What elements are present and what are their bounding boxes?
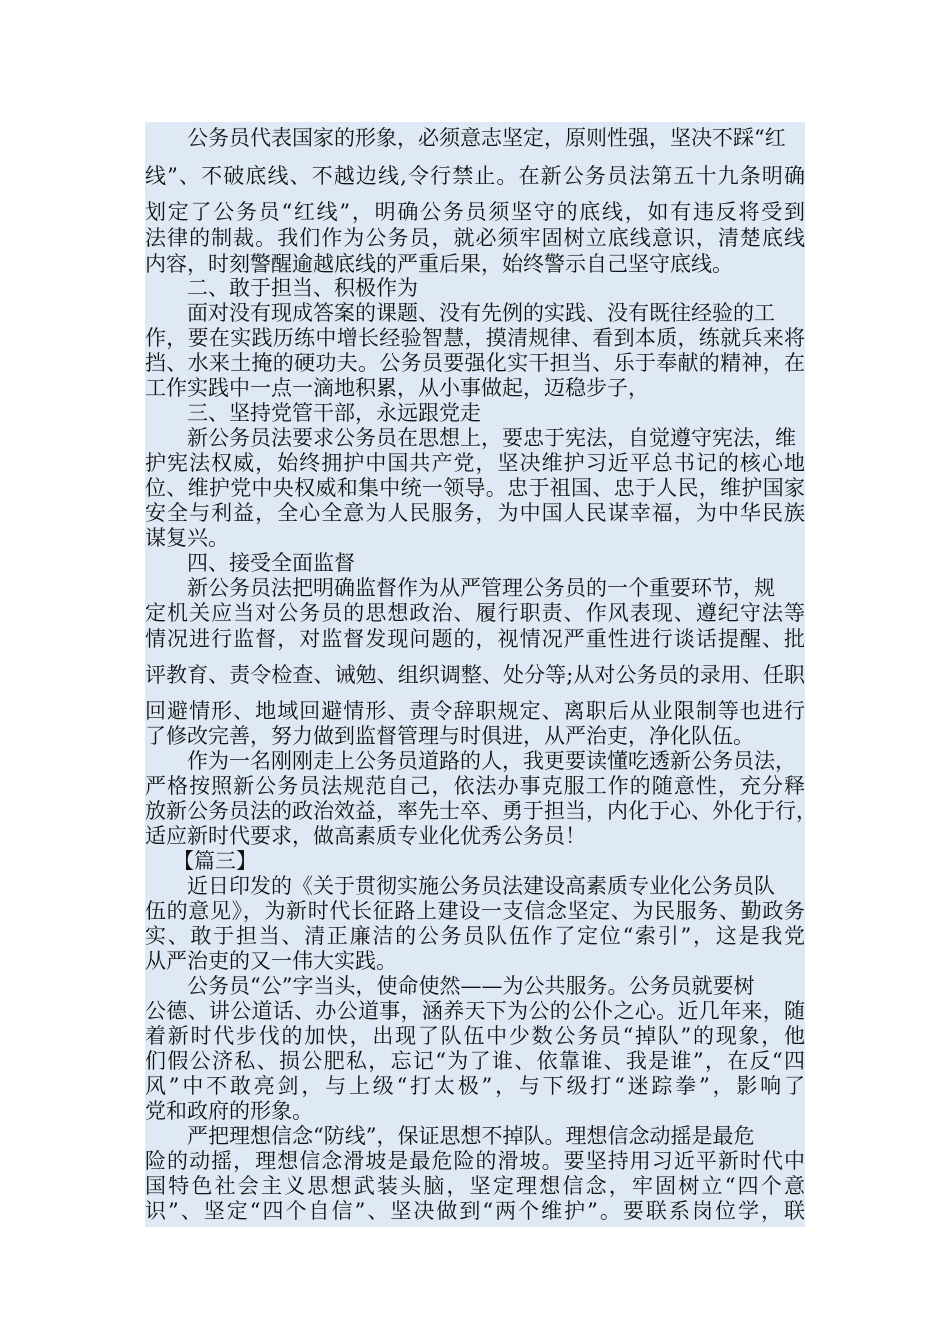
paragraph-line: 公务员代表国家的形象，必须意志坚定，原则性强，坚决不踩“红 [187,126,786,150]
paragraph-line: 识”、坚定“四个自信”、坚决做到“两个维护”。要联系岗位学，联 [145,1199,805,1223]
paragraph-line: 谋复兴。 [145,526,229,550]
paragraph-line: 工作实践中一点一滴地积累，从小事做起，迈稳步子， [145,376,649,400]
paragraph-line: 实、敢于担当、清正廉洁的公务员队伍作了定位“索引”，这是我党 [145,924,805,948]
paragraph-line: 作为一名刚刚走上公务员道路的人，我更要读懂吃透新公务员法， [187,749,796,773]
paragraph-line: 划定了公务员“红线”，明确公务员须坚守的底线，如有违反将受到 [145,200,805,224]
paragraph-line: 国特色社会主义思想武装头脑，坚定理想信念，牢固树立“四个意 [145,1174,805,1198]
paragraph-line: 风”中不敢亮剑，与上级“打太极”，与下级打“迷踪拳”，影响了 [145,1074,805,1098]
paragraph-line: 公务员“公”字当头，使命使然——为公共服务。公务员就要树 [187,974,755,998]
paragraph-line: 从严治吏的又一伟大实践。 [145,949,397,973]
paragraph-line: 新公务员法把明确监督作为从严管理公务员的一个重要环节，规 [187,576,775,600]
paragraph-line: 位、维护党中央权威和集中统一领导。忠于祖国、忠于人民，维护国家 [145,476,805,500]
paragraph-line: 面对没有现成答案的课题、没有先例的实践、没有既往经验的工 [187,301,775,325]
paragraph-line: 着新时代步伐的加快，出现了队伍中少数公务员“掉队”的现象，他 [145,1024,805,1048]
section-heading: 二、敢于担当、积极作为 [187,276,418,300]
paragraph-line: 放新公务员法的政治效益，率先士卒、勇于担当，内化于心、外化于行， [145,799,817,823]
paragraph-line: 严把理想信念“防线”，保证思想不掉队。理想信念动摇是最危 [187,1124,755,1148]
paragraph-line: 线”、不破底线、不越边线,令行禁止。在新公务员法第五十九条明确 [145,164,805,188]
paragraph-line: 新公务员法要求公务员在思想上，要忠于宪法，自觉遵守宪法，维 [187,426,796,450]
paragraph-line: 作，要在实践历练中增长经验智慧，摸清规律、看到本质，练就兵来将 [145,326,805,350]
paragraph-line: 伍的意见》，为新时代长征路上建设一支信念坚定、为民服务、勤政务 [145,899,805,923]
section-heading: 【篇三】 [173,849,257,873]
paragraph-line: 险的动摇，理想信念滑坡是最危险的滑坡。要坚持用习近平新时代中 [145,1149,805,1173]
paragraph-line: 法律的制裁。我们作为公务员，就必须牢固树立底线意识，清楚底线 [145,226,805,250]
paragraph-line: 回避情形、地域回避情形、责令辞职规定、离职后从业限制等也进行 [145,699,805,723]
paragraph-line: 安全与利益，全心全意为人民服务，为中国人民谋幸福，为中华民族 [145,501,805,525]
paragraph-line: 评教育、责令检查、诫勉、组织调整、处分等;从对公务员的录用、任职 [145,663,805,687]
paragraph-line: 内容，时刻警醒逾越底线的严重后果，始终警示自己坚守底线。 [145,252,733,276]
paragraph-line: 挡、水来土掩的硬功夫。公务员要强化实干担当、乐于奉献的精神，在 [145,351,805,375]
paragraph-line: 护宪法权威，始终拥护中国共产党，坚决维护习近平总书记的核心地 [145,451,805,475]
paragraph-line: 了修改完善，努力做到监督管理与时俱进，从严治吏，净化队伍。 [145,724,754,748]
paragraph-line: 定机关应当对公务员的思想政治、履行职责、作风表现、遵纪守法等 [145,601,805,625]
paragraph-line: 们假公济私、损公肥私，忘记“为了谁、依靠谁、我是谁”，在反“四 [145,1049,805,1073]
paragraph-line: 近日印发的《关于贯彻实施公务员法建设高素质专业化公务员队 [187,874,775,898]
paragraph-line: 党和政府的形象。 [145,1099,313,1123]
paragraph-line: 情况进行监督，对监督发现问题的，视情况严重性进行谈话提醒、批 [145,627,805,651]
section-heading: 四、接受全面监督 [187,551,355,575]
section-heading: 三、坚持党管干部，永远跟党走 [187,401,481,425]
paragraph-line: 严格按照新公务员法规范自己，依法办事克服工作的随意性，充分释 [145,774,805,798]
paragraph-line: 适应新时代要求，做高素质专业化优秀公务员！ [145,824,586,848]
paragraph-line: 公德、讲公道话、办公道事，涵养天下为公的公仆之心。近几年来，随 [145,999,805,1023]
